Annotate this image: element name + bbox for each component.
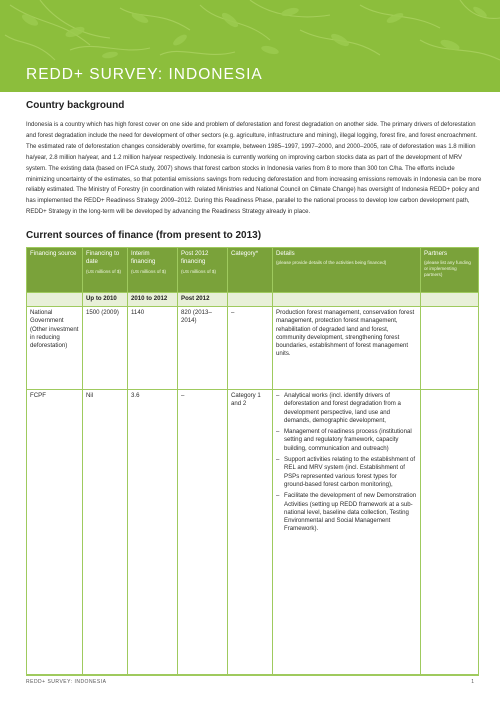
- list-item: – Support activities relating to the establishment of REL and MRV system (incl. Establishment of PSPs represented various forest types for ground-based forest carbon monitoring),: [276, 456, 416, 488]
- finance-table: [26, 247, 479, 676]
- cell-partners: [421, 390, 479, 676]
- cell-partners: [421, 307, 479, 390]
- footer-divider: [26, 674, 478, 675]
- column-header-interim-financing: Interim financing (US millions of $): [128, 248, 178, 293]
- finance-table-header-row: [27, 248, 479, 293]
- table-row: [27, 307, 479, 390]
- cell-interim: 1140: [128, 307, 178, 390]
- column-header-financing-to-date: Financing to date (US millions of $): [83, 248, 128, 293]
- cell-details: [273, 390, 421, 676]
- cell-to-date: 1500 (2009): [83, 307, 128, 390]
- cell-category: Category 1 and 2: [228, 390, 273, 676]
- table-row: [27, 390, 479, 676]
- footer-title: REDD+ SURVEY: INDONESIA: [26, 679, 107, 685]
- cell-post-2012: 820 (2013–2014): [178, 307, 228, 390]
- details-list: [276, 392, 417, 534]
- page-number: 1: [471, 679, 474, 685]
- cell-to-date: Nil: [83, 390, 128, 676]
- column-header-category: Category*: [228, 248, 273, 293]
- list-item: – Management of readiness process (institutional setting and regulatory framework, capacity building, communication and outreach): [276, 428, 412, 452]
- cell-details: Production forest management, conservation forest management, protection forest management, rehabilitation of degraded land and forest, community development, strengthening forest boundaries, establishment of forest management units.: [273, 307, 421, 390]
- column-header-partners: Partners (please list any funding or implementing partners): [421, 248, 479, 293]
- country-background-heading: Country background: [26, 100, 125, 111]
- cell-category: –: [228, 307, 273, 390]
- finance-heading: Current sources of finance (from present to 2013): [26, 230, 262, 241]
- cell-source: National Government (Other investment in reducing deforestation): [27, 307, 83, 390]
- document-title: REDD+ SURVEY: INDONESIA: [26, 66, 263, 83]
- year-2010-to-2012: 2010 to 2012: [128, 293, 178, 307]
- year-up-to-2010: Up to 2010: [83, 293, 128, 307]
- country-background-text: Indonesia is a country which has high forest cover on one side and problem of deforestation and forest degradation on another side. The primary drivers of deforestation and forest degradation include the need for development of other sectors (e.g. agriculture, infrastructure and mining), illegal logging, forest fire, and forest encroachment. The estimated rate of deforestation changes considerably overtime, for example, between 1985–1997, 1997–2000, and 2000–2005, rate of deforestation was 1.8 million ha/year, 2.8 million ha/year, and 1.2 million ha/year respectively. Indonesia is currently working on improving carbon stocks data as part of the development of MRV system. The existing data (based on IFCA study, 2007) shows that forest carbon stocks in Indonesia varies from 8 to more than 300 ton C/ha. The efforts include minimizing uncertainty of the estimates, so that potential emissions savings from reducing deforestation and from increasing emissions removals in Indonesia can be more reliably estimated. The Ministry of Forestry (in coordination with related Ministries and National Council on Climate Change) has oversight of Indonesia REDD+ policy and has implemented the REDD+ Readiness Strategy 2009–2012. During this Readiness Phase, parallel to the national process to develop low carbon development path, REDD+ Strategy in the long-term will be developed by advancing the Readiness Strategy already in place.: [26, 122, 482, 216]
- year-post-2012: Post 2012: [178, 293, 228, 307]
- column-header-financing-source: Financing source: [27, 248, 83, 293]
- cell-interim: 3.6: [128, 390, 178, 676]
- list-item: – Facilitate the development of new Demonstration Activities (setting up REDD framework at a sub-national level, baseline data collection, Testing Environmental and Social Management Framework).: [276, 492, 417, 533]
- column-header-details: Details (please provide details of the activities being financed): [273, 248, 421, 293]
- column-header-post-2012-financing: Post 2012 financing (US millions of $): [178, 248, 228, 293]
- list-item: – Analytical works (incl. identify drivers of deforestation and forest degradation from a development perspective, land use and demands, demographic development,: [276, 392, 401, 424]
- cell-source: FCPF: [27, 390, 83, 676]
- cell-post-2012: –: [178, 390, 228, 676]
- finance-table-years-row: [27, 293, 479, 307]
- header-banner: [0, 0, 500, 92]
